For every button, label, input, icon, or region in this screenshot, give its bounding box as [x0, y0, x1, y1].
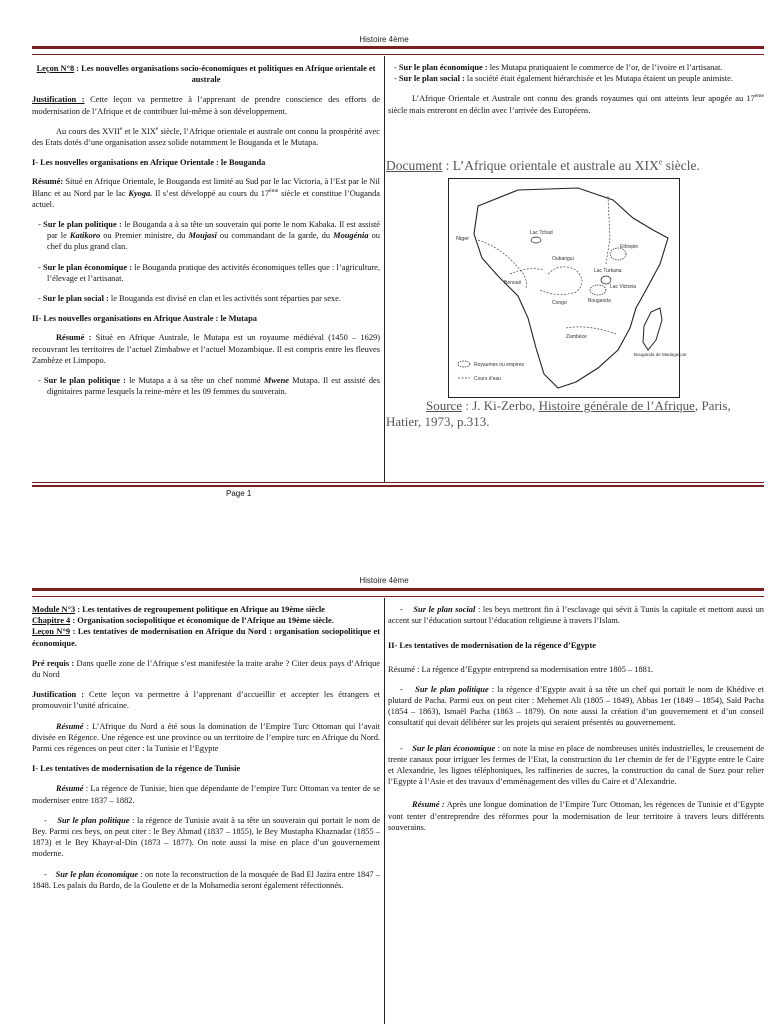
page2-top-rule-thin: [32, 596, 764, 597]
section2-title: II- Les nouvelles organisations en Afrique Australe : le Mutapa: [32, 314, 257, 324]
page1-header: Histoire 4ème: [359, 35, 409, 44]
map-label-benoue: Benoué: [504, 280, 522, 286]
module-title: Module N°3 : Les tentatives de regroupement politique en Afrique au 19ème siècle: [32, 605, 325, 614]
bouganda-social: - Sur le plan social : le Bouganda est divisé en clan et les activités sont réparties par sexe.: [38, 294, 341, 304]
tunisie-economique: - Sur le plan économique : on note la reconstruction de la mosquée de Bad El Jazira entre 1847 – 1848. Les palais du Bardo, de la Goulette et de la Mohamedia seront également réfectionnés.: [32, 869, 380, 890]
tunisie-politique: - Sur le plan politique : la régence de Tunisie avait à sa tête un souverain qui portait le nom de Bey. Parmi ces beys, on peut citer : le Bey Ahmad (1837 – 1855), le Bey Mustapha Khaznadar (1855 – 1873) et le Bey Khayr-al-Din (1873 – 1877). On note aussi la mise en place d’un gouvernement moderne.: [32, 815, 380, 859]
tunisie-social: - Sur le plan social : les beys mettront fin à l’esclavage qui sévit à Tunis la capitale et mettont aussi un accent sur l’éducation surtout l’éducation religieuse à travers l’Islam.: [388, 605, 764, 626]
resume-mutapa: Résumé : Situé en Afrique Australe, le Mutapa est un royaume médiéval (1450 – 1629) recouvrant les territoires de l’actuel Zimbabwe et l’actuel Mozambique. Il est compris entre les fleuves Zambèze et Limpopo.: [32, 333, 380, 365]
map-label-congo: Congo: [552, 300, 567, 306]
bouganda-politique: - Sur le plan politique : le Bouganda a à sa tête un souverain qui porte le nom Kabaka. Il est assisté par le Katikoro ou Premier ministre, du Moujasi ou commandant de la garde, du Mougénia ou chef du plus grand clan.: [38, 220, 380, 252]
page2-header: Histoire 4ème: [359, 576, 409, 585]
page2-right-column: [388, 604, 764, 833]
map-label-ethiopie: Ethiopie: [620, 244, 639, 250]
resume-egypte: Résumé : La régence d’Egypte entreprend sa modernisation entre 1805 – 1881.: [388, 664, 654, 674]
page2-column-divider: [384, 598, 385, 1024]
map-label-lac-turkana: Lac Turkana: [594, 268, 622, 274]
map-label-niger: Niger: [456, 236, 470, 242]
page1-bottom-rule: [32, 485, 764, 487]
mutapa-economique: - Sur le plan économique : les Mutapa pratiquaient le commerce de l’or, de l’ivoire et l’artisanat.: [394, 63, 723, 72]
page1-top-rule: [32, 46, 764, 49]
page2-top-rule: [32, 588, 764, 591]
legend-rivers: Cours d’eau: [474, 376, 501, 382]
section1-title: I- Les nouvelles organisations en Afrique Orientale : le Bouganda: [32, 158, 266, 168]
map-label-lac-tchad: Lac Tchad: [530, 230, 553, 236]
document-source: Source : J. Ki-Zerbo, Histoire générale de l’Afrique, Paris, Hatier, 1973, p.313.: [386, 398, 731, 429]
egypte-economique: - Sur le plan économique : on note la mise en place de nombreuses unités industrielles, le creusement de trente canaux pour irriguer les fermes de l’Etat, la construction du 1er chemin de fer de l’Egypte entre le Caire et Alexandrie, les lignes téléphoniques, les raffineries de sucres, la construction du canal de Suez pour relier l’Egypte à l’Asie et des travaux d’emménagement des villes du Caire et d’Alexandrie.: [388, 743, 764, 787]
map-label-bouganda: Bouganda: [588, 298, 611, 304]
page1-top-rule-thin: [32, 54, 764, 55]
legend-kingdoms: Royaumes ou empires: [474, 362, 525, 368]
egypte-section-title: II- Les tentatives de modernisation de la régence d’Egypte: [388, 641, 596, 651]
resume-tunisie: Résumé : La régence de Tunisie, bien que dépendante de l’empire Turc Ottoman va tenter de se moderniser entre 1837 – 1882.: [32, 784, 380, 805]
lesson-heading: Leçon N°8 : Les nouvelles organisations socio-économiques et politiques en Afrique orientale et australe: [36, 64, 376, 85]
map-label-zambeze: Zambèze: [566, 334, 587, 340]
lecon-title: Leçon N°9 : Les tentatives de modernisation en Afrique du Nord : organisation sociopolitique et économique.: [32, 627, 381, 648]
chapitre-title: Chapitre 4 : Organisation sociopolitique et économique de l’Afrique au 19ème siècle.: [32, 616, 334, 626]
bouganda-economique: - Sur le plan économique : le Bouganda pratique des activités économiques telles que : l’agriculture, l’élevage et l’artisanat.: [38, 262, 380, 283]
justification: Justification : Cette leçon va permettre à l’apprenant de prendre conscience des efforts de modernisation de l’Afrique et de contribuer lui-même à son développement.: [32, 95, 380, 116]
resume-conclusion: Résumé : Après une longue domination de l’Empire Turc Ottoman, les régences de Tunisie et d’Egypte vont tenter d’entreprendre des réformes pour la modernisation de leur territoire à travers leurs différents souverains.: [388, 800, 764, 832]
resume-bouganda: Résumé: Situé en Afrique Orientale, le Bouganda est limité au Sud par le lac Victoria, à l’Est par le Nil Blanc et au Nord par le lac Kyoga. Il s’est développé au cours du 17ème siècle et constitue l’Ouganda actuel.: [32, 177, 380, 209]
mutapa-politique: - Sur le plan politique : le Mutapa a à sa tête un chef nommé Mwene Mutapa. Il est assisté des dignitaires parme lesquels la reine-mère et les 09 femmes du souverain.: [38, 376, 380, 397]
map-label-lac-victoria: Lac Victoria: [610, 284, 637, 290]
africa-map: [448, 178, 687, 398]
page1-column-divider: [384, 56, 385, 482]
document-title: Document : L’Afrique orientale et australe au XIXe siècle.: [386, 157, 700, 173]
map-label-oubangui: Oubangui: [552, 256, 574, 262]
tunisie-section-title: I- Les tentatives de modernisation de la régence de Tunisie: [32, 764, 241, 774]
mutapa-social: - Sur le plan social : la société était également hiérarchisée et les Mutapa étaient un peuple animiste.: [394, 74, 733, 84]
page1-left-column: [32, 63, 380, 397]
justification-2: Justification : Cette leçon va permettre à l’apprenant d’accueillir et accepter les étrangers et promouvoir l’unité africaine.: [32, 690, 380, 711]
conclusion-paragraph: L’Afrique Orientale et Australe ont connu des grands royaumes qui ont atteints leur apogée au 17ème siècle mais entreront en déclin avec l’arrivée des Européens.: [388, 93, 764, 115]
page-number: Page 1: [226, 489, 252, 498]
prerequis: Pré requis : Dans quelle zone de l’Afrique s’est manifestée la traite arabe ? Citer deux pays d’Afrique du Nord: [32, 658, 380, 680]
egypte-politique: - Sur le plan politique : la régence d’Egypte avait à sa tête un chef qui portait le nom de Khédive et plutard de Pacha. Parmi eux on peut citer : Mehemet Ali (1805 – 1849), Abbas 1er (1849 – 1854), Saïd Pacha (1854 – 1863), Ismaël Pacha (1863 – 1879). On note aussi la création d’un gouvernement et d’un conseil consultatif qui devait délibérer sur les projets qui seraient présentés au gouvernement.: [388, 684, 764, 728]
page1-right-column: [388, 62, 764, 116]
resume-afrique-nord: Résumé : L’Afrique du Nord a été sous la domination de l’Empire Turc Ottoman qui l’avait divisée en Régence. Une régence est une province ou un territoire de l’empire turc en Afrique du Nord. Parmi ces régences on peut citer : la Tunisie et l’Egypte: [32, 721, 380, 754]
page1-bottom-rule-thin: [32, 482, 764, 483]
page2-left-column: [32, 604, 380, 891]
map-label-madagascar: Bouganda de Madagascar: [634, 352, 687, 357]
intro-paragraph: Au cours des XVIIe et le XIXe siècle, l’Afrique orientale et australe ont connu la prospérité avec des Etats dotés d’une organisation assez solide notamment le Bouganda et le Mutapa.: [32, 126, 380, 148]
